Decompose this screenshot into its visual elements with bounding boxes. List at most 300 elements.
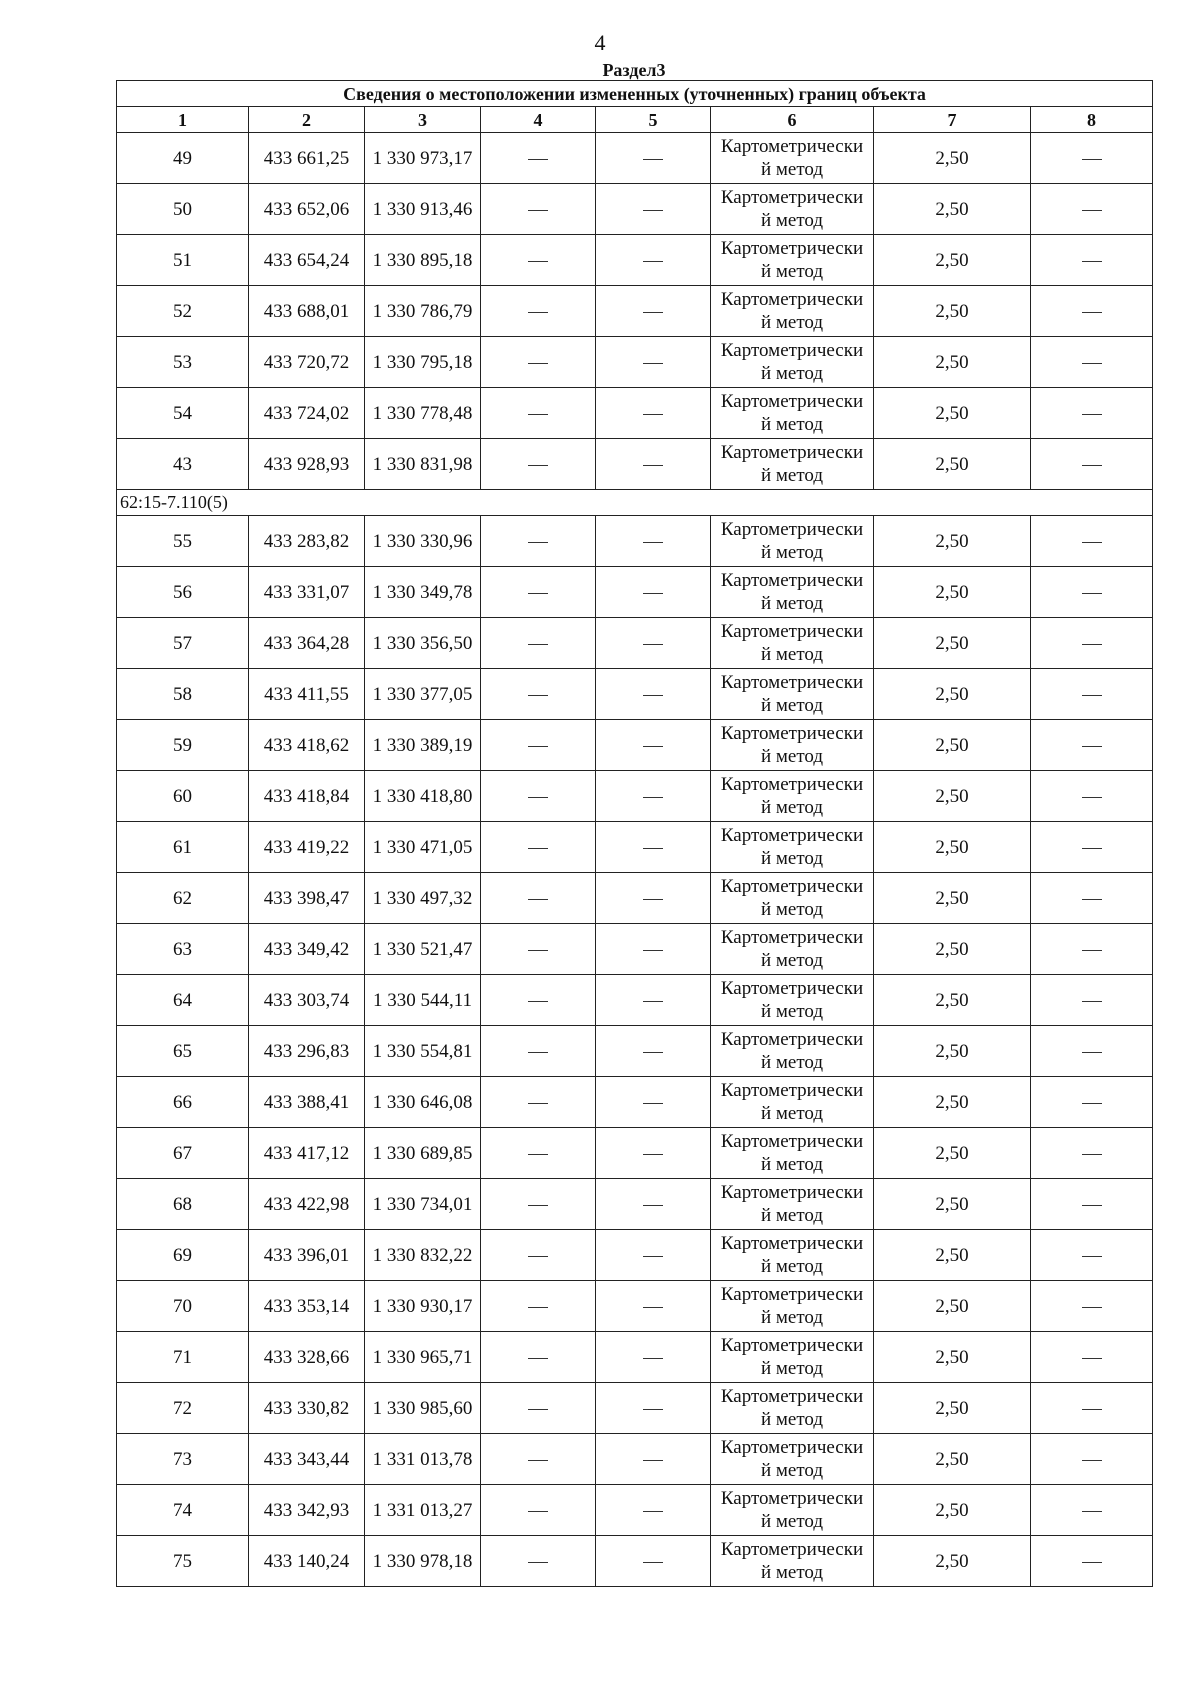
x-coordinate-cell: 433 419,22: [249, 822, 365, 873]
x-coordinate-cell: 433 330,82: [249, 1383, 365, 1434]
dash-mark: [643, 414, 663, 415]
column-5-empty-cell: [596, 1536, 711, 1587]
precision-cell: 2,50: [874, 388, 1031, 439]
table-row: [117, 133, 1153, 184]
y-coordinate-cell: 1 330 985,60: [365, 1383, 481, 1434]
dash-mark: [528, 950, 548, 951]
method-text-line-1: Картометрически: [720, 723, 864, 744]
x-coordinate-cell: 433 349,42: [249, 924, 365, 975]
dash-mark: [1082, 261, 1102, 262]
column-8-empty-cell: [1031, 388, 1153, 439]
dash-mark: [1082, 1409, 1102, 1410]
column-8-empty-cell: [1031, 1128, 1153, 1179]
table-row: [117, 1230, 1153, 1281]
precision-cell: 2,50: [874, 771, 1031, 822]
method-text-line-1: Картометрически: [720, 1080, 864, 1101]
table-row: [117, 439, 1153, 490]
dash-mark: [643, 465, 663, 466]
y-coordinate-cell: 1 330 734,01: [365, 1179, 481, 1230]
column-5-empty-cell: [596, 439, 711, 490]
method-text-line-1: Картометрически: [720, 442, 864, 463]
column-8-empty-cell: [1031, 618, 1153, 669]
method-cell: [711, 439, 874, 490]
point-number-cell: 52: [117, 286, 249, 337]
precision-cell: 2,50: [874, 924, 1031, 975]
method-text-line-1: Картометрически: [720, 340, 864, 361]
method-text-line-2: й метод: [760, 1154, 824, 1175]
method-text-line-2: й метод: [760, 414, 824, 435]
method-text-line-1: Картометрически: [720, 774, 864, 795]
method-text-line-2: й метод: [760, 312, 824, 333]
dash-mark: [528, 542, 548, 543]
column-8-empty-cell: [1031, 720, 1153, 771]
precision-cell: 2,50: [874, 184, 1031, 235]
method-text-line-2: й метод: [760, 797, 824, 818]
table-row: [117, 720, 1153, 771]
column-4-empty-cell: [481, 286, 596, 337]
method-text-line-2: й метод: [760, 1103, 824, 1124]
method-cell: [711, 1485, 874, 1536]
column-number: 7: [874, 107, 1031, 133]
precision-cell: 2,50: [874, 439, 1031, 490]
dash-mark: [643, 1307, 663, 1308]
column-8-empty-cell: [1031, 1383, 1153, 1434]
method-cell: [711, 337, 874, 388]
dash-mark: [643, 644, 663, 645]
column-4-empty-cell: [481, 1128, 596, 1179]
column-5-empty-cell: [596, 1485, 711, 1536]
column-5-empty-cell: [596, 133, 711, 184]
x-coordinate-cell: 433 422,98: [249, 1179, 365, 1230]
dash-mark: [1082, 1001, 1102, 1002]
table-row: [117, 235, 1153, 286]
dash-mark: [1082, 695, 1102, 696]
x-coordinate-cell: 433 724,02: [249, 388, 365, 439]
y-coordinate-cell: 1 330 377,05: [365, 669, 481, 720]
method-cell: [711, 184, 874, 235]
point-number-cell: 66: [117, 1077, 249, 1128]
dash-mark: [643, 1358, 663, 1359]
dash-mark: [1082, 159, 1102, 160]
precision-cell: 2,50: [874, 133, 1031, 184]
y-coordinate-cell: 1 330 965,71: [365, 1332, 481, 1383]
column-5-empty-cell: [596, 618, 711, 669]
dash-mark: [528, 1154, 548, 1155]
table-row: [117, 873, 1153, 924]
method-text-line-2: й метод: [760, 899, 824, 920]
y-coordinate-cell: 1 330 521,47: [365, 924, 481, 975]
dash-mark: [528, 899, 548, 900]
table-row: [117, 286, 1153, 337]
method-text-line-1: Картометрически: [720, 927, 864, 948]
dash-mark: [528, 1256, 548, 1257]
dash-mark: [643, 1154, 663, 1155]
method-text-line-1: Картометрически: [720, 1539, 864, 1560]
method-text-line-1: Картометрически: [720, 187, 864, 208]
dash-mark: [528, 1307, 548, 1308]
dash-mark: [1082, 746, 1102, 747]
point-number-cell: 71: [117, 1332, 249, 1383]
column-5-empty-cell: [596, 924, 711, 975]
y-coordinate-cell: 1 330 418,80: [365, 771, 481, 822]
dash-mark: [528, 746, 548, 747]
y-coordinate-cell: 1 330 930,17: [365, 1281, 481, 1332]
x-coordinate-cell: 433 654,24: [249, 235, 365, 286]
x-coordinate-cell: 433 296,83: [249, 1026, 365, 1077]
method-text-line-1: Картометрически: [720, 1182, 864, 1203]
column-4-empty-cell: [481, 1383, 596, 1434]
method-cell: [711, 1281, 874, 1332]
dash-mark: [643, 1562, 663, 1563]
method-cell: [711, 975, 874, 1026]
column-8-empty-cell: [1031, 975, 1153, 1026]
y-coordinate-cell: 1 330 913,46: [365, 184, 481, 235]
dash-mark: [1082, 644, 1102, 645]
table-row: [117, 618, 1153, 669]
x-coordinate-cell: 433 396,01: [249, 1230, 365, 1281]
method-text-line-2: й метод: [760, 1256, 824, 1277]
dash-mark: [528, 1103, 548, 1104]
point-number-cell: 74: [117, 1485, 249, 1536]
method-cell: [711, 1077, 874, 1128]
method-text-line-1: Картометрически: [720, 519, 864, 540]
precision-cell: 2,50: [874, 567, 1031, 618]
method-text-line-2: й метод: [760, 1511, 824, 1532]
method-text-line-2: й метод: [760, 210, 824, 231]
column-4-empty-cell: [481, 567, 596, 618]
column-5-empty-cell: [596, 1077, 711, 1128]
y-coordinate-cell: 1 331 013,78: [365, 1434, 481, 1485]
dash-mark: [643, 1103, 663, 1104]
column-4-empty-cell: [481, 1281, 596, 1332]
dash-mark: [643, 159, 663, 160]
method-text-line-1: Картометрически: [720, 1029, 864, 1050]
precision-cell: 2,50: [874, 822, 1031, 873]
precision-cell: 2,50: [874, 286, 1031, 337]
dash-mark: [1082, 1358, 1102, 1359]
method-cell: [711, 388, 874, 439]
column-8-empty-cell: [1031, 1077, 1153, 1128]
method-cell: [711, 286, 874, 337]
column-8-empty-cell: [1031, 1281, 1153, 1332]
table-row: [117, 1128, 1153, 1179]
column-4-empty-cell: [481, 822, 596, 873]
column-5-empty-cell: [596, 1332, 711, 1383]
method-cell: [711, 1128, 874, 1179]
column-4-empty-cell: [481, 1230, 596, 1281]
method-text-line-1: Картометрически: [720, 978, 864, 999]
dash-mark: [643, 312, 663, 313]
column-8-empty-cell: [1031, 1485, 1153, 1536]
column-8-empty-cell: [1031, 439, 1153, 490]
y-coordinate-cell: 1 330 778,48: [365, 388, 481, 439]
method-cell: [711, 1026, 874, 1077]
precision-cell: 2,50: [874, 1434, 1031, 1485]
dash-mark: [643, 1409, 663, 1410]
point-number-cell: 75: [117, 1536, 249, 1587]
x-coordinate-cell: 433 720,72: [249, 337, 365, 388]
y-coordinate-cell: 1 330 349,78: [365, 567, 481, 618]
dash-mark: [643, 950, 663, 951]
column-4-empty-cell: [481, 669, 596, 720]
dash-mark: [1082, 312, 1102, 313]
column-4-empty-cell: [481, 924, 596, 975]
x-coordinate-cell: 433 418,62: [249, 720, 365, 771]
dash-mark: [1082, 1460, 1102, 1461]
point-number-cell: 57: [117, 618, 249, 669]
dash-mark: [528, 414, 548, 415]
column-8-empty-cell: [1031, 873, 1153, 924]
point-number-cell: 65: [117, 1026, 249, 1077]
column-5-empty-cell: [596, 184, 711, 235]
section-title: Раздел3: [602, 60, 666, 80]
column-number: 5: [596, 107, 711, 133]
group-row: [117, 490, 1153, 516]
column-8-empty-cell: [1031, 1536, 1153, 1587]
dash-mark: [1082, 1256, 1102, 1257]
column-4-empty-cell: [481, 873, 596, 924]
point-number-cell: 43: [117, 439, 249, 490]
precision-cell: 2,50: [874, 1383, 1031, 1434]
group-label: 62:15-7.110(5): [117, 490, 1153, 516]
method-text-line-1: Картометрически: [720, 1233, 864, 1254]
dash-mark: [1082, 1562, 1102, 1563]
method-text-line-1: Картометрически: [720, 570, 864, 591]
column-4-empty-cell: [481, 337, 596, 388]
method-text-line-2: й метод: [760, 261, 824, 282]
column-number: 3: [365, 107, 481, 133]
column-5-empty-cell: [596, 286, 711, 337]
method-cell: [711, 235, 874, 286]
y-coordinate-cell: 1 330 646,08: [365, 1077, 481, 1128]
dash-mark: [1082, 210, 1102, 211]
method-text-line-2: й метод: [760, 644, 824, 665]
precision-cell: 2,50: [874, 618, 1031, 669]
column-4-empty-cell: [481, 618, 596, 669]
precision-cell: 2,50: [874, 1077, 1031, 1128]
dash-mark: [528, 644, 548, 645]
precision-cell: 2,50: [874, 873, 1031, 924]
point-number-cell: 50: [117, 184, 249, 235]
dash-mark: [528, 465, 548, 466]
column-8-empty-cell: [1031, 1179, 1153, 1230]
method-text-line-2: й метод: [760, 848, 824, 869]
table-row: [117, 567, 1153, 618]
method-cell: [711, 567, 874, 618]
dash-mark: [528, 1001, 548, 1002]
y-coordinate-cell: 1 330 544,11: [365, 975, 481, 1026]
dash-mark: [643, 695, 663, 696]
dash-mark: [643, 1205, 663, 1206]
column-5-empty-cell: [596, 1383, 711, 1434]
column-4-empty-cell: [481, 133, 596, 184]
y-coordinate-cell: 1 330 497,32: [365, 873, 481, 924]
column-8-empty-cell: [1031, 337, 1153, 388]
point-number-cell: 49: [117, 133, 249, 184]
method-cell: [711, 771, 874, 822]
column-4-empty-cell: [481, 1332, 596, 1383]
method-text-line-2: й метод: [760, 465, 824, 486]
precision-cell: 2,50: [874, 337, 1031, 388]
dash-mark: [528, 210, 548, 211]
column-4-empty-cell: [481, 184, 596, 235]
column-4-empty-cell: [481, 771, 596, 822]
column-4-empty-cell: [481, 516, 596, 567]
x-coordinate-cell: 433 303,74: [249, 975, 365, 1026]
dash-mark: [643, 797, 663, 798]
table-caption: Сведения о местоположении измененных (уточненных) границ объекта: [117, 81, 1153, 107]
method-cell: [711, 618, 874, 669]
dash-mark: [1082, 1052, 1102, 1053]
column-number-row: [117, 107, 1153, 133]
method-text-line-2: й метод: [760, 159, 824, 180]
column-5-empty-cell: [596, 771, 711, 822]
point-number-cell: 64: [117, 975, 249, 1026]
method-text-line-2: й метод: [760, 1001, 824, 1022]
x-coordinate-cell: 433 283,82: [249, 516, 365, 567]
x-coordinate-cell: 433 140,24: [249, 1536, 365, 1587]
precision-cell: 2,50: [874, 1281, 1031, 1332]
precision-cell: 2,50: [874, 235, 1031, 286]
precision-cell: 2,50: [874, 516, 1031, 567]
dash-mark: [643, 210, 663, 211]
precision-cell: 2,50: [874, 1128, 1031, 1179]
dash-mark: [643, 1052, 663, 1053]
column-number: 4: [481, 107, 596, 133]
table-row: [117, 184, 1153, 235]
y-coordinate-cell: 1 330 330,96: [365, 516, 481, 567]
point-number-cell: 63: [117, 924, 249, 975]
x-coordinate-cell: 433 418,84: [249, 771, 365, 822]
y-coordinate-cell: 1 330 895,18: [365, 235, 481, 286]
column-8-empty-cell: [1031, 235, 1153, 286]
method-text-line-1: Картометрически: [720, 238, 864, 259]
method-text-line-1: Картометрически: [720, 289, 864, 310]
x-coordinate-cell: 433 398,47: [249, 873, 365, 924]
dash-mark: [528, 312, 548, 313]
x-coordinate-cell: 433 353,14: [249, 1281, 365, 1332]
point-number-cell: 58: [117, 669, 249, 720]
table-row: [117, 1485, 1153, 1536]
column-5-empty-cell: [596, 822, 711, 873]
column-5-empty-cell: [596, 1230, 711, 1281]
dash-mark: [1082, 363, 1102, 364]
dash-mark: [1082, 848, 1102, 849]
precision-cell: 2,50: [874, 1230, 1031, 1281]
x-coordinate-cell: 433 342,93: [249, 1485, 365, 1536]
column-4-empty-cell: [481, 1026, 596, 1077]
method-text-line-1: Картометрически: [720, 672, 864, 693]
column-4-empty-cell: [481, 439, 596, 490]
column-5-empty-cell: [596, 516, 711, 567]
dash-mark: [643, 363, 663, 364]
method-cell: [711, 1230, 874, 1281]
method-text-line-2: й метод: [760, 542, 824, 563]
method-text-line-1: Картометрически: [720, 1131, 864, 1152]
y-coordinate-cell: 1 330 831,98: [365, 439, 481, 490]
column-number: 8: [1031, 107, 1153, 133]
y-coordinate-cell: 1 331 013,27: [365, 1485, 481, 1536]
column-number: 2: [249, 107, 365, 133]
table-row: [117, 516, 1153, 567]
method-cell: [711, 1434, 874, 1485]
method-text-line-1: Картометрически: [720, 1335, 864, 1356]
column-4-empty-cell: [481, 975, 596, 1026]
point-number-cell: 69: [117, 1230, 249, 1281]
point-number-cell: 59: [117, 720, 249, 771]
method-cell: [711, 1536, 874, 1587]
table-caption-row: [117, 81, 1153, 107]
dash-mark: [643, 1001, 663, 1002]
method-cell: [711, 822, 874, 873]
column-5-empty-cell: [596, 567, 711, 618]
dash-mark: [643, 1460, 663, 1461]
column-5-empty-cell: [596, 1179, 711, 1230]
dash-mark: [528, 848, 548, 849]
column-4-empty-cell: [481, 235, 596, 286]
precision-cell: 2,50: [874, 975, 1031, 1026]
column-4-empty-cell: [481, 388, 596, 439]
method-text-line-2: й метод: [760, 593, 824, 614]
column-5-empty-cell: [596, 337, 711, 388]
method-text-line-2: й метод: [760, 746, 824, 767]
point-number-cell: 51: [117, 235, 249, 286]
table-row: [117, 337, 1153, 388]
table-row: [117, 1332, 1153, 1383]
table-row: [117, 924, 1153, 975]
point-number-cell: 60: [117, 771, 249, 822]
precision-cell: 2,50: [874, 1179, 1031, 1230]
column-5-empty-cell: [596, 1026, 711, 1077]
column-number: 6: [711, 107, 874, 133]
x-coordinate-cell: 433 661,25: [249, 133, 365, 184]
dash-mark: [528, 593, 548, 594]
boundary-coordinates-table: [116, 80, 1153, 1587]
dash-mark: [1082, 1154, 1102, 1155]
table-row: [117, 822, 1153, 873]
table-row: [117, 1026, 1153, 1077]
x-coordinate-cell: 433 331,07: [249, 567, 365, 618]
method-cell: [711, 1383, 874, 1434]
column-8-empty-cell: [1031, 1026, 1153, 1077]
method-cell: [711, 1179, 874, 1230]
x-coordinate-cell: 433 388,41: [249, 1077, 365, 1128]
column-8-empty-cell: [1031, 822, 1153, 873]
column-5-empty-cell: [596, 1434, 711, 1485]
dash-mark: [643, 746, 663, 747]
method-cell: [711, 669, 874, 720]
y-coordinate-cell: 1 330 978,18: [365, 1536, 481, 1587]
point-number-cell: 67: [117, 1128, 249, 1179]
point-number-cell: 62: [117, 873, 249, 924]
dash-mark: [528, 797, 548, 798]
point-number-cell: 56: [117, 567, 249, 618]
x-coordinate-cell: 433 328,66: [249, 1332, 365, 1383]
point-number-cell: 55: [117, 516, 249, 567]
x-coordinate-cell: 433 343,44: [249, 1434, 365, 1485]
x-coordinate-cell: 433 364,28: [249, 618, 365, 669]
dash-mark: [643, 899, 663, 900]
precision-cell: 2,50: [874, 720, 1031, 771]
method-text-line-1: Картометрически: [720, 1386, 864, 1407]
column-5-empty-cell: [596, 873, 711, 924]
dash-mark: [1082, 465, 1102, 466]
dash-mark: [643, 261, 663, 262]
method-text-line-2: й метод: [760, 695, 824, 716]
precision-cell: 2,50: [874, 1536, 1031, 1587]
column-4-empty-cell: [481, 1434, 596, 1485]
column-5-empty-cell: [596, 720, 711, 771]
